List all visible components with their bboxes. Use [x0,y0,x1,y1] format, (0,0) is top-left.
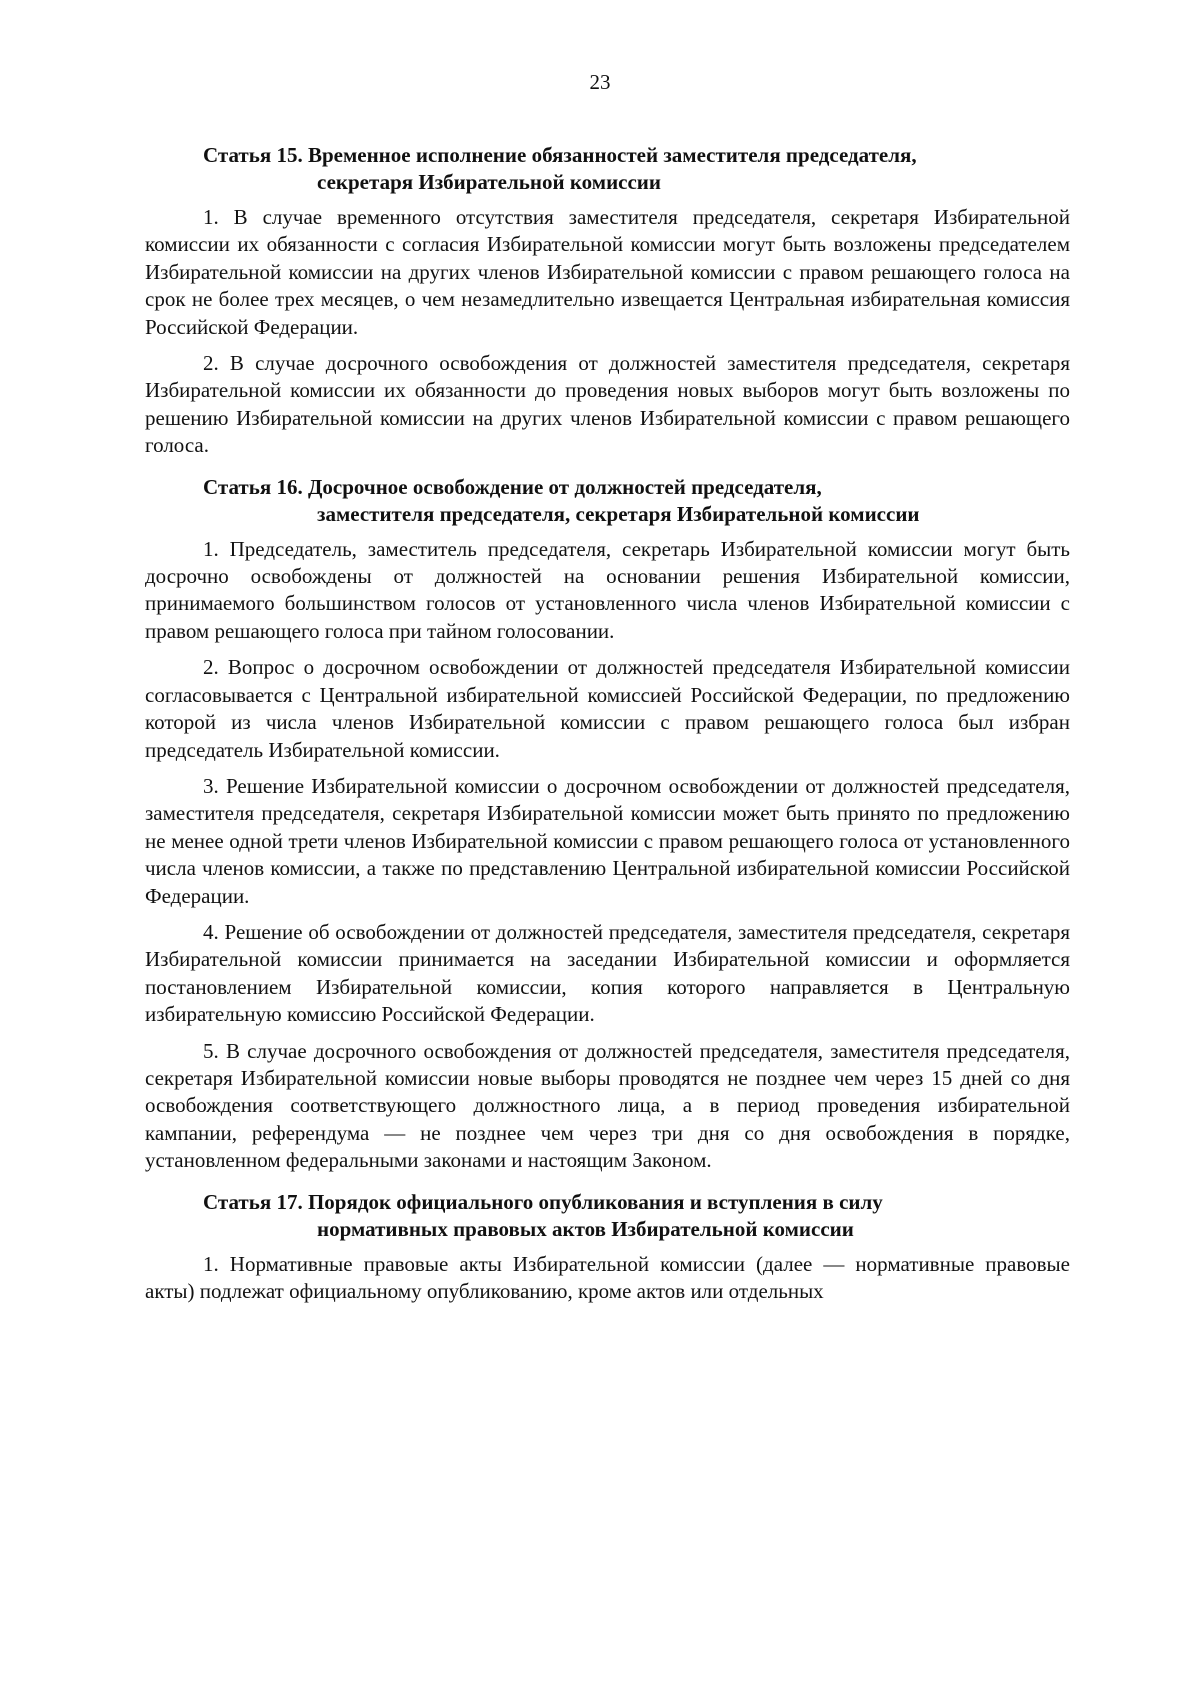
article-title-line: секретаря Избирательной комиссии [317,170,662,194]
article-title-line: заместителя председателя, секретаря Избирательной комиссии [317,501,920,526]
paragraph: 1. В случае временного отсутствия заместителя председателя, секретаря Избирательной комиссии их обязанности с согласия Избирательной комиссии могут быть возложены председателем Избирательной комиссии на других членов Избирательной комиссии с правом решающего голоса на срок не более трех месяцев, о чем незамедлительно извещается Центральная избирательная комиссия Российской Федерации. [145,205,1070,339]
article-title-line: нормативных правовых актов Избирательной комиссии [317,1216,854,1241]
article-title-line: Статья 15. Временное исполнение обязанностей заместителя председателя, [203,143,917,167]
article-title-line: Статья 17. Порядок официального опубликования и вступления в силу [203,1189,883,1214]
article-16 [145,474,1070,1175]
paragraph: 1. Нормативные правовые акты Избирательной комиссии (далее — нормативные правовые акты) подлежат официальному опубликованию, кроме актов или отдельных [145,1251,1070,1303]
paragraph: 1. Председатель, заместитель председателя, секретарь Избирательной комиссии могут быть досрочно освобождены от должностей на основании решения Избирательной комиссии, принимаемого большинством голосов от установленного числа членов Избирательной комиссии с правом решающего голоса при тайном голосовании. [145,536,1070,643]
article-title-line: Статья 16. Досрочное освобождение от должностей председателя, [203,474,822,499]
paragraph: 4. Решение об освобождении от должностей председателя, заместителя председателя, секретаря Избирательной комиссии принимается на заседании Избирательной комиссии и оформляется постановлением Избирательной комиссии, копия которого направляется в Центральную избирательную комиссию Российской Федерации. [145,919,1070,1027]
paragraph: 2. В случае досрочного освобождения от должностей заместителя председателя, секретаря Избирательной комиссии их обязанности до проведения новых выборов могут быть возложены по решению Избирательной комиссии на других членов Избирательной комиссии с правом решающего голоса. [145,351,1070,458]
article-15 [145,142,1070,460]
article-title [145,1189,1070,1243]
paragraph: 5. В случае досрочного освобождения от должностей председателя, заместителя председателя, секретаря Избирательной комиссии новые выборы проводятся не позднее чем через 15 дней со дня освобождения соответствующего должностного лица, а в период проведения избирательной кампании, референдума — не позднее чем через три дня со дня освобождения в порядке, установленном федеральными законами и настоящим Законом. [145,1038,1070,1173]
article-title [145,474,1070,528]
page-number: 23 [589,70,611,94]
article-title [145,142,1070,196]
document-body [145,142,1070,1319]
paragraph: 2. Вопрос о досрочном освобождении от должностей председателя Избирательной комиссии согласовывается с Центральной избирательной комиссией Российской Федерации, по предложению которой из числа членов Избирательной комиссии с правом решающего голоса был избран председатель Избирательной комиссии. [145,655,1070,762]
article-17 [145,1189,1070,1306]
paragraph: 3. Решение Избирательной комиссии о досрочном освобождении от должностей председателя, заместителя председателя, секретаря Избирательной комиссии может быть принято по предложению не менее одной трети членов Избирательной комиссии с правом решающего голоса от установленного числа членов комиссии, а также по представлению Центральной избирательной комиссии Российской Федерации. [145,773,1070,908]
